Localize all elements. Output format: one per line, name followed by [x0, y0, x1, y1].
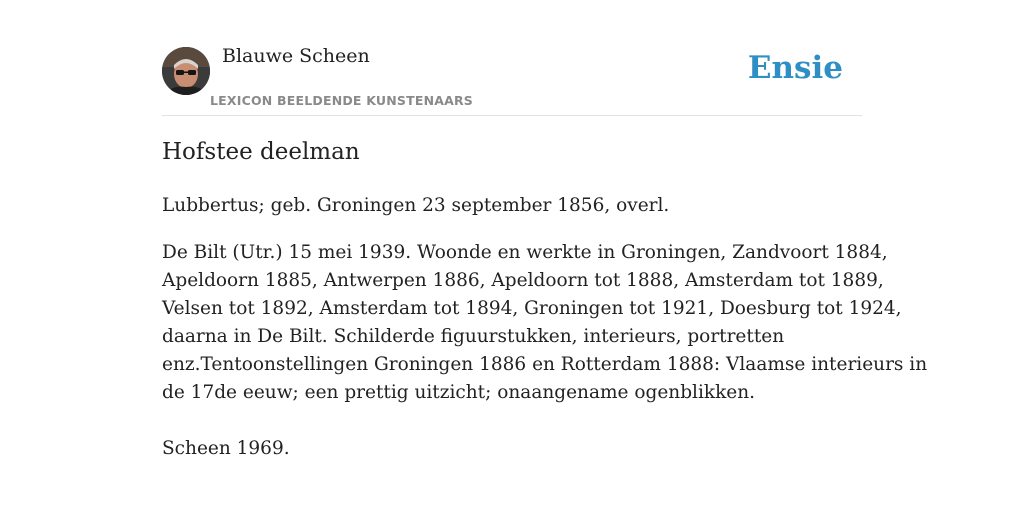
body-line: daarna in De Bilt. Schilderde figuurstukken, interieurs, portretten: [162, 326, 785, 347]
body-line: enz.Tentoonstellingen Groningen 1886 en Rotterdam 1888: Vlaamse interieurs in: [162, 354, 928, 375]
article-source: Scheen 1969.: [162, 438, 290, 459]
article-intro: Lubbertus; geb. Groningen 23 september 1856, overl.: [162, 195, 670, 216]
page-title: Hofstee deelman: [162, 139, 360, 165]
article-card: [162, 0, 928, 512]
avatar[interactable]: [162, 47, 210, 95]
body-line: Apeldoorn 1885, Antwerpen 1886, Apeldoorn tot 1888, Amsterdam tot 1889,: [162, 270, 884, 291]
lexicon-subtitle[interactable]: LEXICON BEELDENDE KUNSTENAARS: [210, 93, 474, 108]
body-line: de 17de eeuw; een prettig uitzicht; onaangename ogenblikken.: [162, 382, 756, 403]
author-name[interactable]: Blauwe Scheen: [222, 45, 370, 67]
body-line: De Bilt (Utr.) 15 mei 1939. Woonde en werkte in Groningen, Zandvoort 1884,: [162, 242, 888, 263]
article-body: [162, 239, 928, 407]
body-line: Velsen tot 1892, Amsterdam tot 1894, Groningen tot 1921, Doesburg tot 1924,: [162, 298, 902, 319]
brand-logo[interactable]: Ensie: [747, 50, 843, 86]
profile-photo-icon: [162, 47, 210, 95]
header-divider: [162, 115, 862, 116]
